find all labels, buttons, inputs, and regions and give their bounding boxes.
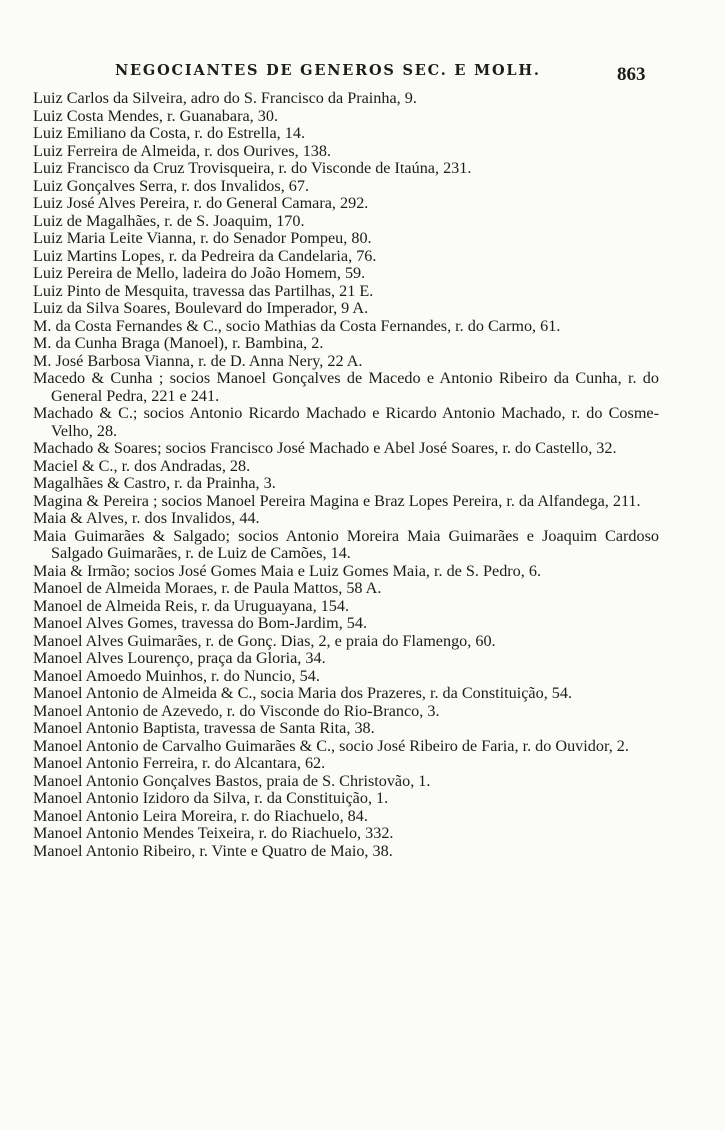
directory-entry: Manoel Antonio de Azevedo, r. do Visconde do Rio-Branco, 3. [33, 701, 440, 720]
directory-entry: Manoel Antonio Leira Moreira, r. do Riachuelo, 84. [33, 806, 368, 825]
directory-entry: Machado & C.; socios Antonio Ricardo Machado e Ricardo Antonio Machado, r. do Cosme-Velho, 28. [33, 404, 659, 440]
directory-entry: Luiz Costa Mendes, r. Guanabara, 30. [33, 106, 278, 125]
directory-entry: Luiz Francisco da Cruz Trovisqueira, r. do Visconde de Itaúna, 231. [33, 159, 472, 177]
directory-entry: Manoel Antonio Izidoro da Silva, r. da Constituição, 1. [33, 789, 389, 807]
directory-entry: Luiz Martins Lopes, r. da Pedreira da Candelaria, 76. [33, 246, 377, 265]
directory-entry: Manoel Antonio de Carvalho Guimarães & C., socio José Ribeiro de Faria, r. do Ouvidor, 2. [33, 736, 629, 755]
directory-entry: Luiz de Magalhães, r. de S. Joaquim, 170. [33, 211, 305, 230]
directory-entry: Machado & Soares; socios Francisco José Machado e Abel José Soares, r. do Castello, 32. [33, 439, 617, 457]
directory-entry: Maia & Alves, r. dos Invalidos, 44. [33, 509, 260, 527]
directory-entry: Luiz Maria Leite Vianna, r. do Senador Pompeu, 80. [33, 229, 372, 247]
directory-entry: Manoel de Almeida Reis, r. da Uruguayana, 154. [33, 596, 350, 615]
directory-entry: Manoel Antonio Ferreira, r. do Alcantara, 62. [33, 754, 326, 772]
directory-entry: Manoel Antonio de Almeida & C., socia Maria dos Prazeres, r. da Constituição, 54. [33, 684, 573, 702]
directory-entry: Manoel Alves Lourenço, praça da Gloria, 34. [33, 649, 326, 667]
directory-entry: Luiz Carlos da Silveira, adro do S. Francisco da Prainha, 9. [33, 89, 417, 107]
directory-entry: Manoel Antonio Gonçalves Bastos, praia de S. Christovão, 1. [33, 771, 431, 790]
directory-entry: M. da Costa Fernandes & C., socio Mathias da Costa Fernandes, r. do Carmo, 61. [33, 316, 561, 335]
directory-entry: Luiz José Alves Pereira, r. do General Camara, 292. [33, 194, 369, 212]
directory-entry: Manoel Alves Gomes, travessa do Bom-Jardim, 54. [33, 614, 368, 632]
running-head: NEGOCIANTES DE GENEROS SEC. E MOLH. [115, 62, 541, 79]
merchant-entry-list [33, 90, 659, 860]
directory-entry: Manoel Amoedo Muinhos, r. do Nuncio, 54. [33, 666, 320, 685]
directory-entry: Manoel Antonio Mendes Teixeira, r. do Riachuelo, 332. [33, 824, 394, 842]
page-number: 863 [617, 64, 646, 85]
directory-entry: Luiz Emiliano da Costa, r. do Estrella, 14. [33, 124, 305, 142]
page-header [0, 62, 725, 86]
directory-entry: Maia & Irmão; socios José Gomes Maia e Luiz Gomes Maia, r. de S. Pedro, 6. [33, 561, 542, 580]
directory-entry: Macedo & Cunha ; socios Manoel Gonçalves de Macedo e Antonio Ribeiro da Cunha, r. do General Pedra, 221 e 241. [33, 369, 659, 405]
directory-entry: Maciel & C., r. dos Andradas, 28. [33, 456, 251, 475]
directory-entry: Manoel Antonio Baptista, travessa de Santa Rita, 38. [33, 719, 375, 737]
directory-entry: Luiz Pereira de Mello, ladeira do João Homem, 59. [33, 264, 366, 282]
directory-entry: Luiz da Silva Soares, Boulevard do Imperador, 9 A. [33, 299, 369, 317]
directory-entry: M. José Barbosa Vianna, r. de D. Anna Nery, 22 A. [33, 351, 363, 370]
directory-entry: Luiz Ferreira de Almeida, r. dos Ourives, 138. [33, 141, 332, 160]
directory-entry: Luiz Gonçalves Serra, r. dos Invalidos, 67. [33, 176, 310, 195]
directory-entry: Manoel Alves Guimarães, r. de Gonç. Dias, 2, e praia do Flamengo, 60. [33, 631, 496, 650]
directory-entry: Maia Guimarães & Salgado; socios Antonio Moreira Maia Guimarães e Joaquim Cardoso Salgado Guimarães, r. de Luiz de Camões, 14. [33, 526, 659, 562]
directory-entry: Luiz Pinto de Mesquita, travessa das Partilhas, 21 E. [33, 281, 374, 300]
directory-entry: M. da Cunha Braga (Manoel), r. Bambina, 2. [33, 334, 324, 352]
directory-entry: Manoel de Almeida Moraes, r. de Paula Mattos, 58 A. [33, 579, 382, 597]
directory-entry: Manoel Antonio Ribeiro, r. Vinte e Quatro de Maio, 38. [33, 841, 393, 860]
directory-entry: Magalhães & Castro, r. da Prainha, 3. [33, 474, 276, 492]
directory-entry: Magina & Pereira ; socios Manoel Pereira Magina e Braz Lopes Pereira, r. da Alfandega, 211. [33, 491, 641, 510]
